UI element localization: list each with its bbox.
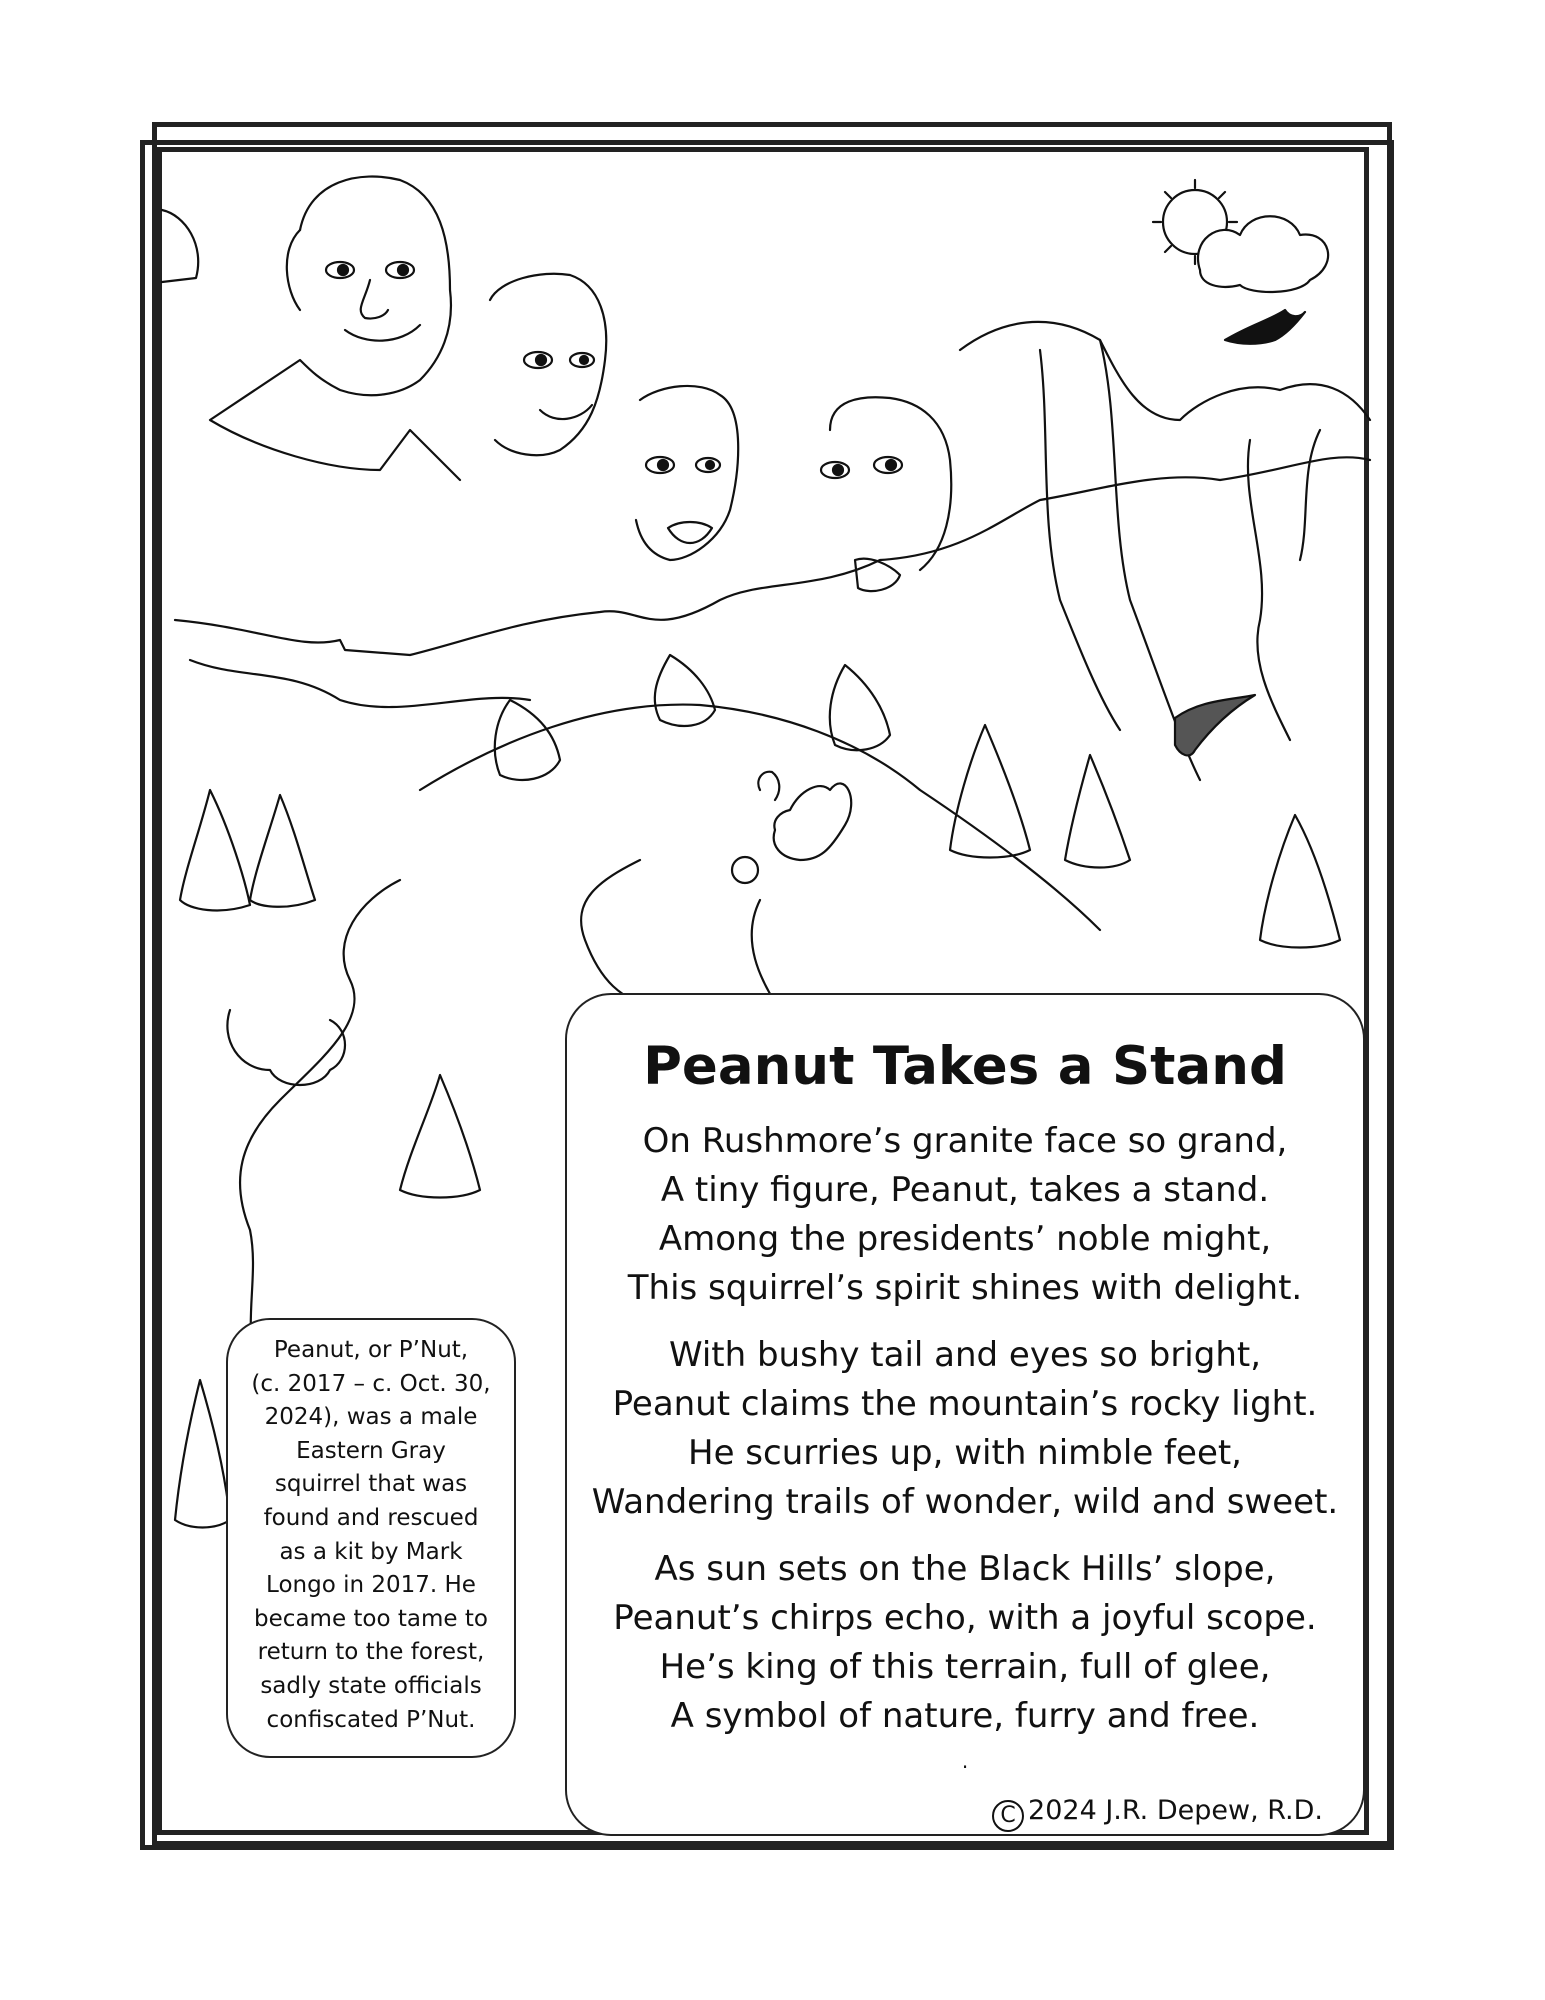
cloud-icon	[1198, 216, 1328, 292]
poem-line: He’s king of this terrain, full of glee,	[659, 1647, 1271, 1687]
pinecone-icon	[732, 857, 758, 883]
squirrel-icon	[758, 772, 851, 860]
poem-line: A tiny figure, Peanut, takes a stand.	[660, 1170, 1270, 1210]
tree-center-3	[830, 665, 890, 750]
bio-line: 2024), was a male	[264, 1404, 478, 1431]
face-washington-mouth	[345, 325, 420, 341]
face-washington-nose	[361, 280, 388, 319]
bio-line: squirrel that was	[274, 1471, 468, 1498]
poem-card	[565, 993, 1365, 1836]
tree-far-left	[175, 1380, 230, 1528]
poem-trailing-mark: .	[961, 1749, 969, 1773]
bio-line: became too tame to	[254, 1605, 488, 1632]
river	[240, 880, 400, 1380]
poem-line: A symbol of nature, furry and free.	[670, 1696, 1260, 1736]
bio-line: Longo in 2017. He	[266, 1572, 476, 1599]
poem-line: As sun sets on the Black Hills’ slope,	[654, 1549, 1276, 1589]
bio-line: Eastern Gray	[296, 1437, 446, 1464]
poem-line: With bushy tail and eyes so bright,	[668, 1335, 1262, 1375]
face-roosevelt-mustache	[668, 522, 712, 543]
poem-title: Peanut Takes a Stand	[643, 1036, 1287, 1097]
bio-line: Peanut, or P’Nut,	[273, 1337, 469, 1363]
tree-center-1	[495, 700, 560, 780]
copyright-text: 2024 J.R. Depew, R.D.	[1028, 1795, 1323, 1826]
bio-line: sadly state officials	[260, 1672, 482, 1699]
poem-line: Peanut claims the mountain’s rocky light.	[612, 1384, 1318, 1424]
face-roosevelt-outline	[636, 386, 738, 560]
tree-right-3	[1260, 815, 1340, 948]
eagle-icon	[1225, 310, 1305, 344]
bio-line: return to the forest,	[257, 1639, 485, 1666]
face-washington-outline	[210, 177, 460, 480]
poem-line: This squirrel’s spirit shines with delight.	[627, 1268, 1303, 1308]
face-lincoln-outline	[830, 397, 951, 570]
tree-low-left	[400, 1075, 480, 1198]
mountain-right-ridge	[960, 322, 1370, 420]
hawk-icon	[1175, 695, 1255, 755]
tree-center-2	[655, 655, 715, 726]
poem-line: On Rushmore’s granite face so grand,	[642, 1121, 1288, 1161]
forest-bushes	[227, 1010, 345, 1085]
bio-line: confiscated P’Nut.	[266, 1706, 476, 1733]
poem-stanza-1	[567, 1117, 1363, 1313]
poem-line: He scurries up, with nimble feet,	[688, 1433, 1242, 1473]
face-lincoln-beard	[855, 559, 900, 591]
hill	[420, 705, 1100, 930]
copyright-notice	[992, 1794, 1323, 1832]
mountain-ridge-line-2	[190, 660, 530, 707]
copyright-icon: C	[992, 1800, 1024, 1832]
bio-line: as a kit by Mark	[279, 1538, 463, 1565]
face-washington-hair	[287, 230, 300, 310]
tree-left-2	[250, 795, 315, 907]
poem-line: Among the presidents’ noble might,	[658, 1219, 1272, 1259]
poem-line: Wandering trails of wonder, wild and sweet.	[591, 1482, 1339, 1522]
mountain-ridge-line	[175, 457, 1370, 655]
poem-line: Peanut’s chirps echo, with a joyful scope.	[613, 1598, 1317, 1638]
tree-right-2	[1065, 755, 1130, 868]
poem-stanza-3	[567, 1545, 1363, 1741]
mountain-left-ridge	[162, 210, 198, 282]
poem-stanza-2	[567, 1331, 1363, 1527]
face-jefferson-mouth	[540, 405, 592, 419]
bio-line: found and rescued	[263, 1504, 479, 1531]
cliff-detail-2	[1300, 430, 1320, 560]
bio-line: (c. 2017 – c. Oct. 30,	[251, 1370, 491, 1397]
tree-left-1	[180, 790, 250, 910]
bio-card	[226, 1318, 516, 1758]
cliff-right-2	[1040, 350, 1120, 730]
